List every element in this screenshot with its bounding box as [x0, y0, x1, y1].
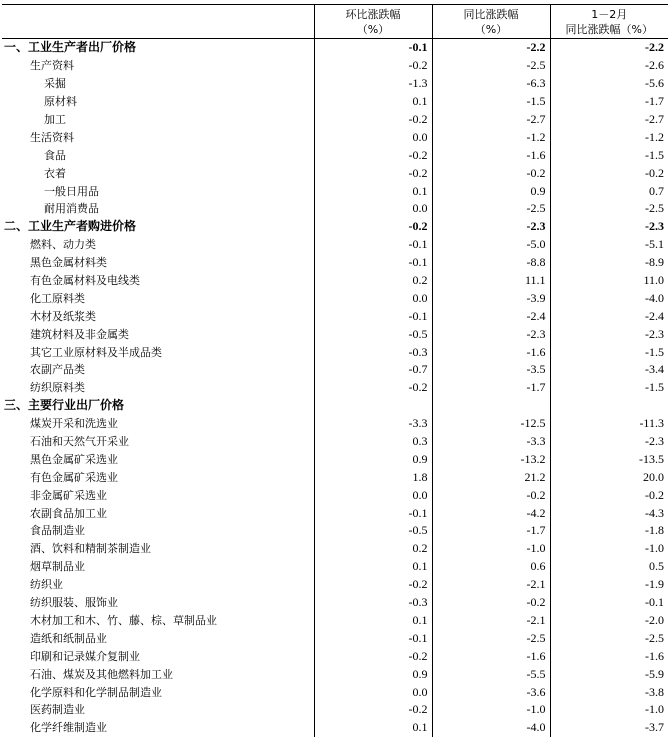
yoy-change-cell: -4.2: [432, 504, 550, 522]
mom-change-cell: -0.2: [314, 701, 432, 719]
header-yoy-change: 同比涨跌幅 （%）: [432, 5, 550, 39]
row-label: 生活资料: [30, 130, 74, 144]
table-row: [2, 594, 668, 612]
row-label: 纺织原料类: [30, 381, 85, 395]
mom-change-cell: [314, 397, 432, 415]
yoy-change-cell: -0.2: [432, 486, 550, 504]
table-section-row: [2, 218, 668, 236]
mom-change-cell: 0.1: [314, 93, 432, 111]
table-row: [2, 468, 668, 486]
mom-change-cell: 0.9: [314, 665, 432, 683]
mom-change-cell: -0.2: [314, 576, 432, 594]
yoy-change-cell: -13.2: [432, 450, 550, 468]
table-row: [2, 361, 668, 379]
table-row: [2, 665, 668, 683]
table-row: [2, 719, 668, 737]
mom-change-cell: -0.5: [314, 325, 432, 343]
table-row: [2, 128, 668, 146]
row-label: 衣着: [44, 166, 66, 180]
table-row: [2, 182, 668, 200]
header-ytd-yoy-change: 1－2月 同比涨跌幅（%）: [550, 5, 668, 39]
table-row: [2, 647, 668, 665]
row-label: 化学纤维制造业: [30, 721, 107, 735]
table-row: [2, 325, 668, 343]
table-row: [2, 629, 668, 647]
ytd-yoy-change-cell: -4.0: [550, 289, 668, 307]
table-row: [2, 701, 668, 719]
ytd-yoy-change-cell: -2.3: [550, 433, 668, 451]
ytd-yoy-change-cell: -1.7: [550, 93, 668, 111]
row-label: 石油和天然气开采业: [30, 435, 129, 449]
yoy-change-cell: -2.2: [432, 39, 550, 57]
yoy-change-cell: -3.3: [432, 433, 550, 451]
row-label: 加工: [44, 113, 66, 126]
ytd-yoy-change-cell: -1.0: [550, 701, 668, 719]
ytd-yoy-change-cell: -2.6: [550, 57, 668, 75]
ytd-yoy-change-cell: -1.8: [550, 522, 668, 540]
ytd-yoy-change-cell: -3.8: [550, 683, 668, 701]
mom-change-cell: 0.2: [314, 272, 432, 290]
yoy-change-cell: [432, 397, 550, 415]
ytd-yoy-change-cell: -1.2: [550, 128, 668, 146]
yoy-change-cell: 0.9: [432, 182, 550, 200]
mom-change-cell: 0.2: [314, 540, 432, 558]
table-row: [2, 200, 668, 218]
yoy-change-cell: -5.5: [432, 665, 550, 683]
row-label: 耐用消费品: [44, 202, 99, 216]
row-label: 造纸和纸制品业: [30, 631, 107, 645]
yoy-change-cell: -2.3: [432, 218, 550, 236]
mom-change-cell: -0.2: [314, 218, 432, 236]
mom-change-cell: -0.1: [314, 254, 432, 272]
yoy-change-cell: -0.2: [432, 164, 550, 182]
mom-change-cell: -0.1: [314, 39, 432, 57]
yoy-change-cell: 0.6: [432, 558, 550, 576]
table-header-row: [2, 5, 668, 39]
header-mom-change: 环比涨跌幅 （%）: [314, 5, 432, 39]
ytd-yoy-change-cell: -3.4: [550, 361, 668, 379]
yoy-change-cell: -0.2: [432, 594, 550, 612]
row-label: 印刷和记录媒介复制业: [30, 649, 140, 663]
ytd-yoy-change-cell: -3.7: [550, 719, 668, 737]
mom-change-cell: -0.1: [314, 236, 432, 254]
mom-change-cell: -0.2: [314, 146, 432, 164]
row-label: 烟草制品业: [30, 560, 85, 574]
row-label: 木材加工和木、竹、藤、棕、草制品业: [30, 613, 217, 627]
mom-change-cell: -0.2: [314, 164, 432, 182]
yoy-change-cell: -8.8: [432, 254, 550, 272]
table-row: [2, 146, 668, 164]
ytd-yoy-change-cell: 0.7: [550, 182, 668, 200]
row-label: 燃料、动力类: [30, 238, 96, 252]
row-label: 有色金属材料及电线类: [30, 274, 140, 288]
mom-change-cell: 0.1: [314, 719, 432, 737]
yoy-change-cell: -2.5: [432, 629, 550, 647]
row-label: 采掘: [44, 77, 66, 91]
yoy-change-cell: -1.0: [432, 701, 550, 719]
mom-change-cell: 0.0: [314, 486, 432, 504]
row-label: 黑色金属材料类: [30, 256, 107, 270]
ytd-yoy-change-cell: 11.0: [550, 272, 668, 290]
ytd-yoy-change-cell: -5.6: [550, 75, 668, 93]
yoy-change-cell: -1.6: [432, 647, 550, 665]
table-section-row: [2, 39, 668, 57]
ytd-yoy-change-cell: -2.4: [550, 307, 668, 325]
row-label: 食品制造业: [30, 524, 85, 538]
row-label: 酒、饮料和精制茶制造业: [30, 542, 151, 556]
ytd-yoy-change-cell: 0.5: [550, 558, 668, 576]
mom-change-cell: -1.3: [314, 75, 432, 93]
yoy-change-cell: -5.0: [432, 236, 550, 254]
mom-change-cell: 0.9: [314, 450, 432, 468]
ytd-yoy-change-cell: [550, 397, 668, 415]
row-label: 纺织业: [30, 578, 63, 592]
row-label: 一、工业生产者出厂价格: [4, 40, 137, 55]
ytd-yoy-change-cell: -2.5: [550, 629, 668, 647]
mom-change-cell: -0.2: [314, 379, 432, 397]
row-label: 二、工业生产者购进价格: [4, 219, 137, 234]
ytd-yoy-change-cell: -2.3: [550, 218, 668, 236]
ytd-yoy-change-cell: -4.3: [550, 504, 668, 522]
yoy-change-cell: -2.3: [432, 325, 550, 343]
table-row: [2, 57, 668, 75]
ytd-yoy-change-cell: -2.7: [550, 111, 668, 129]
ytd-yoy-change-cell: -11.3: [550, 415, 668, 433]
row-label: 煤炭开采和洗选业: [30, 417, 118, 431]
ytd-yoy-change-cell: -1.0: [550, 540, 668, 558]
ytd-yoy-change-cell: -1.5: [550, 146, 668, 164]
row-label: 三、主要行业出厂价格: [4, 398, 125, 413]
yoy-change-cell: -1.2: [432, 128, 550, 146]
ytd-yoy-change-cell: -0.2: [550, 486, 668, 504]
header-label-column: [2, 5, 314, 39]
ytd-yoy-change-cell: -0.2: [550, 164, 668, 182]
table-row: [2, 379, 668, 397]
ytd-yoy-change-cell: -1.6: [550, 647, 668, 665]
mom-change-cell: -0.1: [314, 504, 432, 522]
yoy-change-cell: -1.7: [432, 522, 550, 540]
table-row: [2, 75, 668, 93]
row-label: 农副食品加工业: [30, 506, 107, 520]
yoy-change-cell: -2.5: [432, 200, 550, 218]
row-label: 其它工业原材料及半成品类: [30, 345, 162, 359]
mom-change-cell: -0.7: [314, 361, 432, 379]
table-row: [2, 415, 668, 433]
table-row: [2, 433, 668, 451]
yoy-change-cell: 21.2: [432, 468, 550, 486]
mom-change-cell: -0.1: [314, 307, 432, 325]
ytd-yoy-change-cell: -8.9: [550, 254, 668, 272]
yoy-change-cell: -3.6: [432, 683, 550, 701]
ytd-yoy-change-cell: -2.5: [550, 200, 668, 218]
mom-change-cell: -0.5: [314, 522, 432, 540]
yoy-change-cell: -1.7: [432, 379, 550, 397]
mom-change-cell: -0.3: [314, 594, 432, 612]
ytd-yoy-change-cell: -2.2: [550, 39, 668, 57]
row-label: 有色金属矿采选业: [30, 470, 118, 484]
row-label: 原材料: [44, 95, 77, 109]
row-label: 石油、煤炭及其他燃料加工业: [30, 667, 173, 681]
ytd-yoy-change-cell: -1.5: [550, 379, 668, 397]
table-row: [2, 93, 668, 111]
yoy-change-cell: -12.5: [432, 415, 550, 433]
ytd-yoy-change-cell: -1.5: [550, 343, 668, 361]
yoy-change-cell: -4.0: [432, 719, 550, 737]
mom-change-cell: 1.8: [314, 468, 432, 486]
table-row: [2, 307, 668, 325]
yoy-change-cell: -2.7: [432, 111, 550, 129]
table-body: [2, 39, 668, 737]
table-row: [2, 558, 668, 576]
yoy-change-cell: -1.5: [432, 93, 550, 111]
mom-change-cell: 0.0: [314, 128, 432, 146]
row-label: 生产资料: [30, 59, 74, 73]
mom-change-cell: 0.0: [314, 200, 432, 218]
table-row: [2, 540, 668, 558]
mom-change-cell: 0.3: [314, 433, 432, 451]
row-label: 化工原料类: [30, 291, 85, 305]
ytd-yoy-change-cell: -0.1: [550, 594, 668, 612]
yoy-change-cell: -1.0: [432, 540, 550, 558]
row-label: 黑色金属矿采选业: [30, 452, 118, 466]
ytd-yoy-change-cell: -5.9: [550, 665, 668, 683]
yoy-change-cell: 11.1: [432, 272, 550, 290]
yoy-change-cell: -2.5: [432, 57, 550, 75]
row-label: 纺织服装、服饰业: [30, 596, 118, 610]
table-row: [2, 612, 668, 630]
mom-change-cell: 0.1: [314, 182, 432, 200]
yoy-change-cell: -2.1: [432, 612, 550, 630]
table-row: [2, 254, 668, 272]
mom-change-cell: 0.0: [314, 289, 432, 307]
yoy-change-cell: -3.9: [432, 289, 550, 307]
mom-change-cell: -0.2: [314, 647, 432, 665]
table-section-row: [2, 397, 668, 415]
mom-change-cell: -0.3: [314, 343, 432, 361]
yoy-change-cell: -6.3: [432, 75, 550, 93]
table-row: [2, 576, 668, 594]
mom-change-cell: 0.0: [314, 683, 432, 701]
table-row: [2, 522, 668, 540]
mom-change-cell: -0.2: [314, 111, 432, 129]
table-row: [2, 486, 668, 504]
table-row: [2, 450, 668, 468]
row-label: 医药制造业: [30, 703, 85, 717]
ytd-yoy-change-cell: -13.5: [550, 450, 668, 468]
yoy-change-cell: -2.4: [432, 307, 550, 325]
table-row: [2, 236, 668, 254]
table-row: [2, 111, 668, 129]
row-label: 一般日用品: [44, 184, 99, 198]
row-label: 非金属矿采选业: [30, 488, 107, 502]
mom-change-cell: -3.3: [314, 415, 432, 433]
table-row: [2, 272, 668, 290]
row-label: 农副产品类: [30, 363, 85, 377]
mom-change-cell: 0.1: [314, 558, 432, 576]
yoy-change-cell: -1.6: [432, 343, 550, 361]
yoy-change-cell: -2.1: [432, 576, 550, 594]
ytd-yoy-change-cell: -2.3: [550, 325, 668, 343]
mom-change-cell: -0.2: [314, 57, 432, 75]
yoy-change-cell: -1.6: [432, 146, 550, 164]
table-row: [2, 289, 668, 307]
row-label: 食品: [44, 148, 66, 162]
ytd-yoy-change-cell: -2.0: [550, 612, 668, 630]
row-label: 化学原料和化学制品制造业: [30, 685, 162, 699]
ytd-yoy-change-cell: 20.0: [550, 468, 668, 486]
row-label: 建筑材料及非金属类: [30, 327, 129, 341]
price-index-table: [2, 4, 668, 737]
mom-change-cell: 0.1: [314, 612, 432, 630]
ytd-yoy-change-cell: -1.9: [550, 576, 668, 594]
mom-change-cell: -0.1: [314, 629, 432, 647]
ytd-yoy-change-cell: -5.1: [550, 236, 668, 254]
table-row: [2, 164, 668, 182]
table-row: [2, 504, 668, 522]
row-label: 木材及纸浆类: [30, 309, 96, 323]
yoy-change-cell: -3.5: [432, 361, 550, 379]
table-row: [2, 683, 668, 701]
table-row: [2, 343, 668, 361]
